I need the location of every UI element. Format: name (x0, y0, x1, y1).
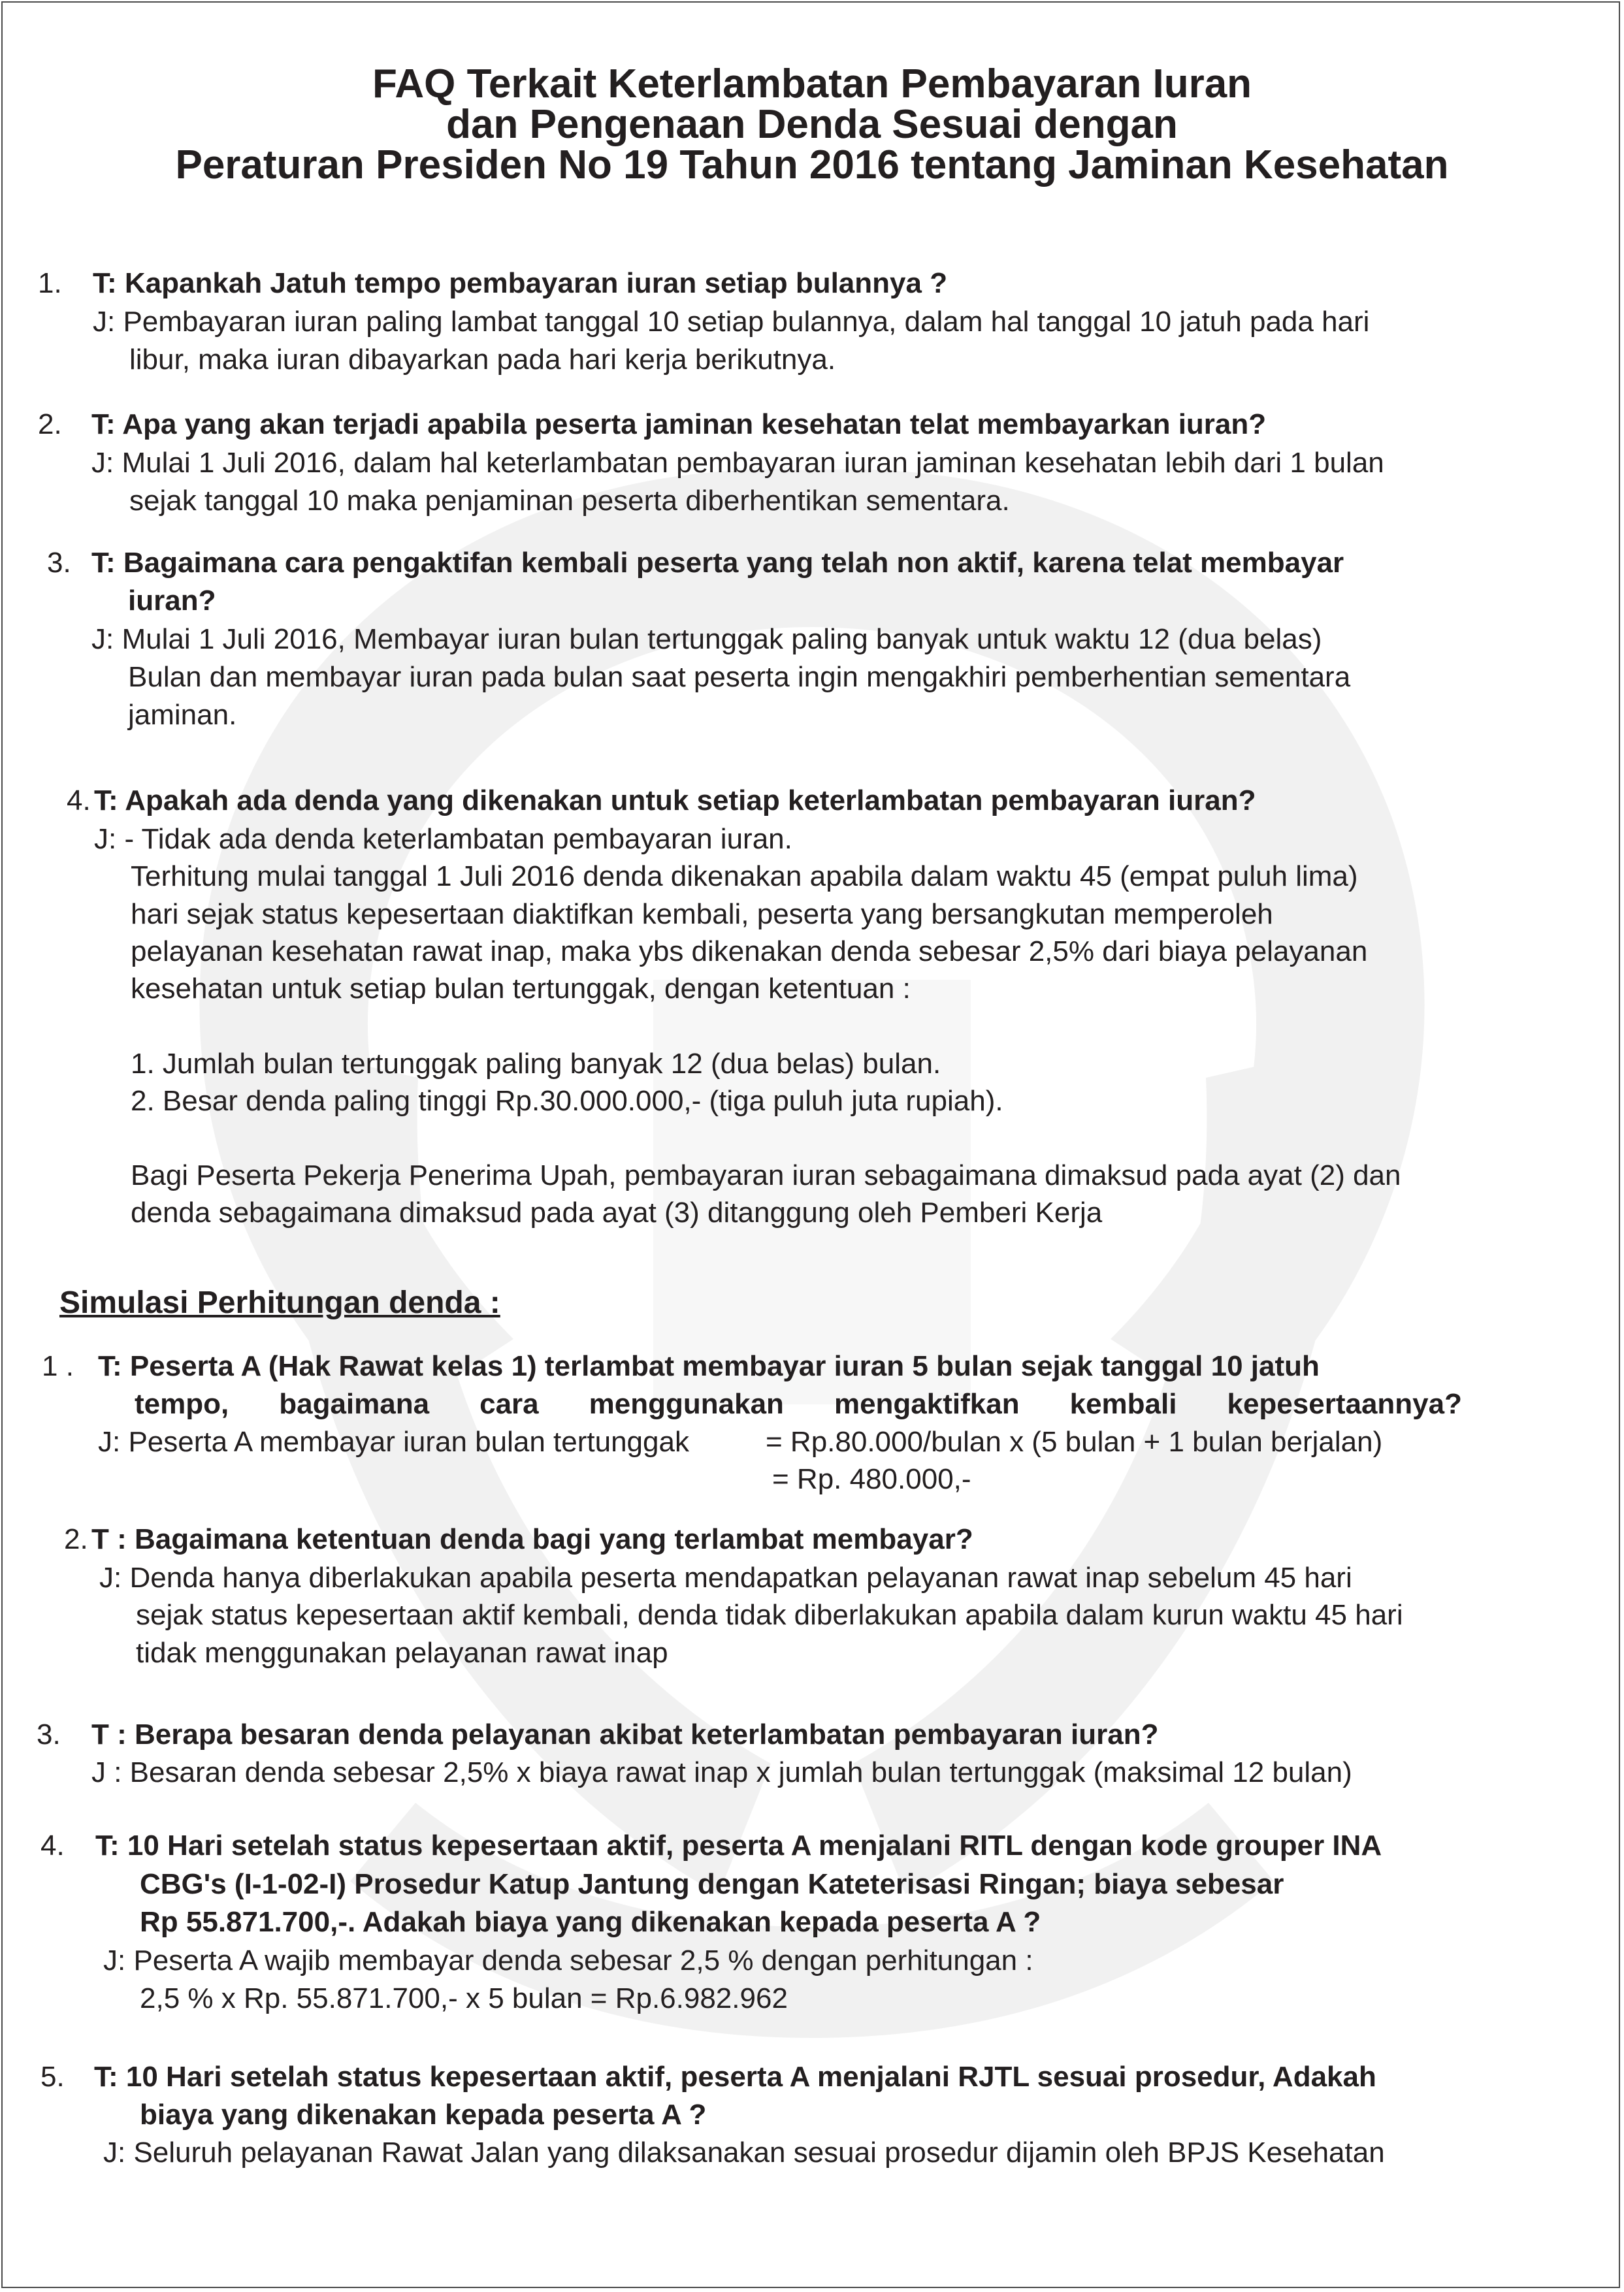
faq-answer-list-item: 1. Jumlah bulan tertunggak paling banyak 12 (dua belas) bulan. (131, 1048, 941, 1080)
faq-answer: sejak tanggal 10 maka penjaminan peserta diberhentikan sementara. (129, 485, 1010, 517)
simulation-answer: J: Peserta A membayar iuran bulan tertunggak (98, 1426, 689, 1458)
faq-answer: J: Mulai 1 Juli 2016, dalam hal keterlambatan pembayaran iuran jaminan kesehatan lebih dari 1 bulan (91, 447, 1384, 479)
simulation-answer: sejak status kepesertaan aktif kembali, denda tidak diberlakukan apabila dalam kurun waktu 45 hari (136, 1599, 1403, 1631)
simulation-heading: Simulasi Perhitungan denda : (59, 1285, 500, 1320)
faq-answer: Bagi Peserta Pekerja Penerima Upah, pembayaran iuran sebagaimana dimaksud pada ayat (2) dan (131, 1159, 1401, 1191)
simulation-question: Rp 55.871.700,-. Adakah biaya yang dikenakan kepada peserta A ? (140, 1906, 1041, 1938)
simulation-question: T: Peserta A (Hak Rawat kelas 1) terlambat membayar iuran 5 bulan sejak tanggal 10 jatuh (98, 1350, 1320, 1382)
simulation-answer: tidak menggunakan pelayanan rawat inap (136, 1637, 668, 1669)
faq-answer: libur, maka iuran dibayarkan pada hari kerja berikutnya. (129, 344, 836, 376)
title-line-2: dan Pengenaan Denda Sesuai dengan (446, 102, 1178, 147)
faq-question: T: Bagaimana cara pengaktifan kembali peserta yang telah non aktif, karena telat membayar (91, 547, 1344, 579)
faq-answer: Bulan dan membayar iuran pada bulan saat peserta ingin mengakhiri pemberhentian sementara (128, 661, 1351, 693)
simulation-question: CBG's (I-1-02-I) Prosedur Katup Jantung dengan Kateterisasi Ringan; biaya sebesar (140, 1868, 1284, 1900)
faq-answer: hari sejak status kepesertaan diaktifkan kembali, peserta yang bersangkutan memperoleh (131, 898, 1273, 930)
simulation-number: 3. (37, 1719, 61, 1751)
faq-question: T: Apa yang akan terjadi apabila peserta jaminan kesehatan telat membayarkan iuran? (91, 408, 1267, 440)
faq-answer: denda sebagaimana dimaksud pada ayat (3) ditanggung oleh Pemberi Kerja (131, 1197, 1103, 1229)
simulation-answer: J: Seluruh pelayanan Rawat Jalan yang dilaksanakan sesuai prosedur dijamin oleh BPJS Kesehatan (103, 2137, 1385, 2169)
simulation-answer: J: Peserta A wajib membayar denda sebesar 2,5 % dengan perhitungan : (103, 1945, 1033, 1977)
faq-answer-list-item: 2. Besar denda paling tinggi Rp.30.000.000,- (tiga puluh juta rupiah). (131, 1085, 1003, 1117)
simulation-question: T : Berapa besaran denda pelayanan akibat keterlambatan pembayaran iuran? (91, 1719, 1159, 1751)
simulation-answer-calc: = Rp.80.000/bulan x (5 bulan + 1 bulan berjalan) (766, 1426, 1383, 1458)
faq-answer: J: Mulai 1 Juli 2016, Membayar iuran bulan tertunggak paling banyak untuk waktu 12 (dua belas) (91, 623, 1322, 655)
faq-answer: pelayanan kesehatan rawat inap, maka ybs dikenakan denda sebesar 2,5% dari biaya pelayanan (131, 935, 1368, 967)
simulation-number: 4. (41, 1830, 65, 1862)
simulation-question: T : Bagaimana ketentuan denda bagi yang terlambat membayar? (91, 1523, 973, 1555)
simulation-answer: J : Besaran denda sebesar 2,5% x biaya rawat inap x jumlah bulan tertunggak (maksimal 12 bulan) (91, 1756, 1352, 1788)
title-line-1: FAQ Terkait Keterlambatan Pembayaran Iuran (372, 61, 1252, 106)
faq-answer: jaminan. (128, 699, 237, 731)
simulation-answer: 2,5 % x Rp. 55.871.700,- x 5 bulan = Rp.6.982.962 (140, 1982, 788, 2014)
faq-number: 1. (38, 267, 62, 299)
simulation-number: 1 . (42, 1350, 74, 1382)
simulation-answer-result: = Rp. 480.000,- (772, 1463, 971, 1495)
faq-answer: Terhitung mulai tanggal 1 Juli 2016 denda dikenakan apabila dalam waktu 45 (empat puluh lima) (131, 860, 1358, 892)
title-line-3: Peraturan Presiden No 19 Tahun 2016 tentang Jaminan Kesehatan (175, 142, 1449, 187)
faq-answer: kesehatan untuk setiap bulan tertunggak, dengan ketentuan : (131, 973, 911, 1005)
simulation-question: biaya yang dikenakan kepada peserta A ? (140, 2099, 707, 2131)
faq-question: T: Kapankah Jatuh tempo pembayaran iuran setiap bulannya ? (93, 267, 948, 299)
faq-number: 2. (38, 408, 62, 440)
faq-number: 4. (67, 784, 91, 816)
faq-question: T: Apakah ada denda yang dikenakan untuk setiap keterlambatan pembayaran iuran? (94, 784, 1256, 816)
simulation-number: 2. (64, 1523, 88, 1555)
simulation-question: tempo, bagaimana cara menggunakan mengaktifkan kembali kepesertaannya? (135, 1388, 1462, 1420)
simulation-number: 5. (41, 2061, 65, 2093)
faq-answer: J: Pembayaran iuran paling lambat tanggal 10 setiap bulannya, dalam hal tanggal 10 jatuh pada hari (93, 306, 1370, 338)
simulation-question: T: 10 Hari setelah status kepesertaan aktif, peserta A menjalani RJTL sesuai prosedur, Adakah (94, 2061, 1376, 2093)
page-title (0, 61, 1624, 187)
simulation-answer: J: Denda hanya diberlakukan apabila peserta mendapatkan pelayanan rawat inap sebelum 45 hari (99, 1562, 1352, 1594)
faq-answer: J: - Tidak ada denda keterlambatan pembayaran iuran. (94, 823, 792, 855)
faq-number: 3. (47, 547, 71, 579)
faq-question: iuran? (128, 585, 216, 617)
simulation-question: T: 10 Hari setelah status kepesertaan aktif, peserta A menjalani RITL dengan kode grouper INA (95, 1830, 1382, 1862)
